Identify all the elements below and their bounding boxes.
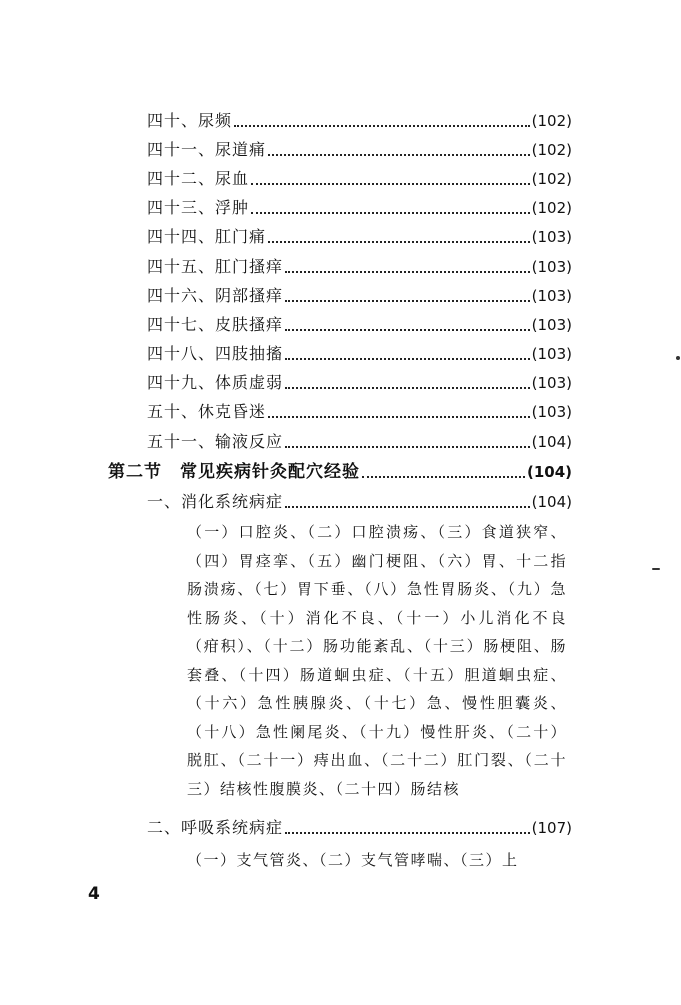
toc-label: 四十六、阴部搔痒 [147, 286, 284, 305]
toc-label: 四十五、肛门搔痒 [147, 257, 284, 276]
toc-label: 四十三、浮肿 [147, 198, 250, 217]
toc-entry [147, 137, 572, 163]
subsection-contents: （一）口腔炎、（二）口腔溃疡、（三）食道狭窄、（四）胃痉挛、（五）幽门梗阻、（六）胃、十二指肠溃疡、（七）胃下垂、（八）急性胃肠炎、（九）急性肠炎、（十）消化不良、（十一）小儿消化不良（疳积）、（十二）肠功能紊乱、（十三）肠梗阻、肠套叠、（十四）肠道蛔虫症、（十五）胆道蛔虫症、（十六）急性胰腺炎、（十七）急、慢性胆囊炎、（十八）急性阑尾炎、（十九）慢性肝炎、（二十）脱肛、（二十一）痔出血、（二十二）肛门裂、（二十三）结核性腹膜炎、（二十四）肠结核 [187, 523, 567, 798]
toc-page: (102) [531, 199, 572, 217]
toc-entry [147, 254, 572, 280]
toc-page: (104) [531, 433, 572, 451]
subsection-heading [147, 815, 572, 841]
section-page: (104) [526, 463, 572, 481]
toc-page: (102) [531, 112, 572, 130]
toc-label: 四十九、体质虚弱 [147, 373, 284, 392]
dot-leader [268, 154, 530, 156]
section-heading [108, 459, 572, 485]
page-number: 4 [88, 884, 100, 904]
toc-entry [147, 399, 572, 425]
toc-page: (102) [531, 141, 572, 159]
toc-label: 四十、尿频 [147, 111, 233, 130]
toc-label: 五十一、输液反应 [147, 432, 284, 451]
toc-page: (103) [531, 403, 572, 421]
toc-entry [147, 224, 572, 250]
dot-leader [268, 241, 530, 243]
subsection-page: (107) [531, 819, 572, 837]
toc-label: 五十、休克昏迷 [147, 402, 267, 421]
toc-page: (103) [531, 316, 572, 334]
dot-leader [285, 832, 530, 834]
toc-label: 四十二、尿血 [147, 169, 250, 188]
toc-entry [147, 166, 572, 192]
toc-label: 四十一、尿道痛 [147, 140, 267, 159]
toc-page: (103) [531, 228, 572, 246]
toc-entry [147, 108, 572, 134]
toc-label: 四十四、肛门痛 [147, 227, 267, 246]
dot-leader [285, 329, 530, 331]
toc-page: (103) [531, 374, 572, 392]
scan-speck [676, 356, 680, 360]
toc-entry [147, 283, 572, 309]
toc-entry [147, 195, 572, 221]
dot-leader [285, 358, 530, 360]
subsection-label: 二、呼吸系统病症 [147, 818, 284, 837]
dot-leader [285, 271, 530, 273]
dot-leader [234, 125, 530, 127]
toc-page: (103) [531, 258, 572, 276]
toc-entry [147, 341, 572, 367]
dot-leader [285, 300, 530, 302]
dot-leader [285, 387, 530, 389]
dot-leader [251, 212, 530, 214]
dot-leader [285, 446, 530, 448]
dot-leader [285, 506, 530, 508]
toc-page: (102) [531, 170, 572, 188]
dot-leader [362, 476, 525, 478]
toc-label: 四十八、四肢抽搐 [147, 344, 284, 363]
toc-page: (103) [531, 345, 572, 363]
section-label: 第二节 常见疾病针灸配穴经验 [108, 462, 360, 482]
subsection-label: 一、消化系统病症 [147, 492, 284, 511]
toc-label: 四十七、皮肤搔痒 [147, 315, 284, 334]
subsection-contents: （一）支气管炎、（二）支气管哮喘、（三）上 [187, 851, 519, 869]
toc-page: (103) [531, 287, 572, 305]
toc-entry [147, 312, 572, 338]
toc-entry [147, 429, 572, 455]
subsection-page: (104) [531, 493, 572, 511]
dot-leader [268, 416, 530, 418]
scan-speck [652, 568, 660, 570]
toc-entry [147, 370, 572, 396]
dot-leader [251, 183, 530, 185]
subsection-heading [147, 489, 572, 515]
